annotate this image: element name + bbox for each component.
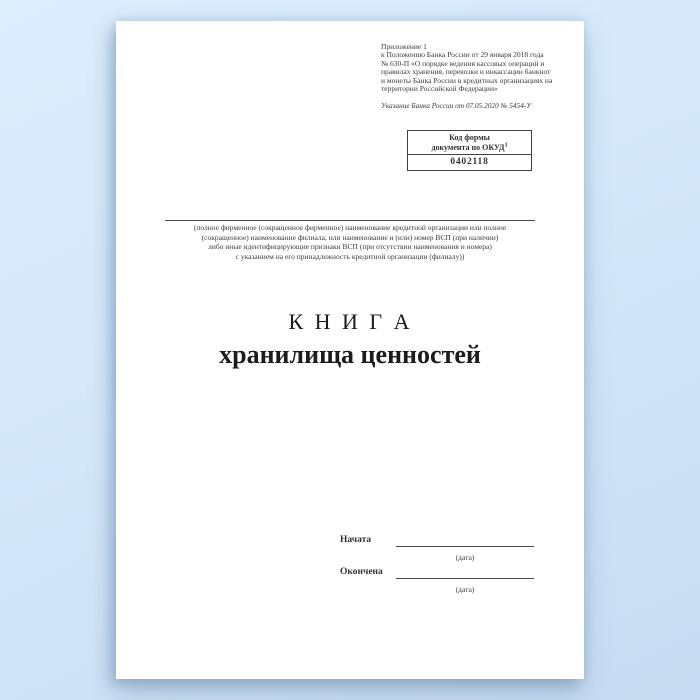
date-finished-blank-line — [396, 565, 534, 579]
appendix-line: № 630-П «О порядке ведения кассовых операций и — [381, 58, 545, 68]
okud-code-box — [407, 130, 532, 171]
appendix-line: Приложение 1 — [381, 42, 427, 51]
title-main: К Н И Г А — [288, 309, 412, 334]
okud-label-line1: Код формы — [449, 133, 490, 142]
okud-code-value: 0402118 — [450, 157, 489, 167]
org-caption-line: либо иные идентифицирующие признаки ВСП (при отсутствии наименования и номера) — [208, 242, 492, 252]
date-finished-blank — [396, 565, 534, 597]
document-title — [116, 309, 584, 370]
date-finished-caption: (дата) — [455, 585, 475, 594]
org-caption-line: (сокращенное) наименование филиала, или наименование и (или) номер ВСП (при наличии) — [201, 232, 499, 242]
date-finished-field — [340, 565, 550, 595]
directive-note: Указание Банка России от 07.05.2020 № 5454-У — [381, 101, 532, 111]
organization-name-caption — [140, 223, 560, 261]
date-started-field — [340, 533, 550, 563]
date-started-label: Начата — [340, 535, 372, 545]
title-subtitle: хранилища ценностей — [219, 340, 481, 369]
okud-label — [408, 131, 531, 155]
date-started-caption: (дата) — [455, 553, 475, 562]
document-page — [116, 21, 584, 679]
date-started-blank — [396, 533, 534, 565]
org-caption-line: (полное фирменное (сокращенное фирменное) наименование кредитной организации или полное — [193, 223, 507, 232]
date-started-blank-line — [396, 533, 534, 547]
org-caption-line: с указанием на его принадлежность кредитной организации (филиалу)) — [235, 251, 465, 261]
appendix-line: территории Российской Федерации» — [381, 84, 498, 94]
date-finished-label: Окончена — [340, 567, 383, 577]
appendix-line: и монеты Банка России в кредитных организациях на — [381, 75, 553, 85]
appendix-reference — [381, 43, 561, 111]
okud-footnote-marker: 1 — [504, 142, 508, 149]
appendix-line: правилах хранения, перевозки и инкассации банкнот — [381, 67, 551, 77]
organization-name-blank-line — [165, 220, 535, 221]
okud-label-line2: документа по ОКУД — [431, 143, 505, 152]
appendix-line: к Положению Банка России от 29 января 2018 года — [381, 50, 544, 60]
